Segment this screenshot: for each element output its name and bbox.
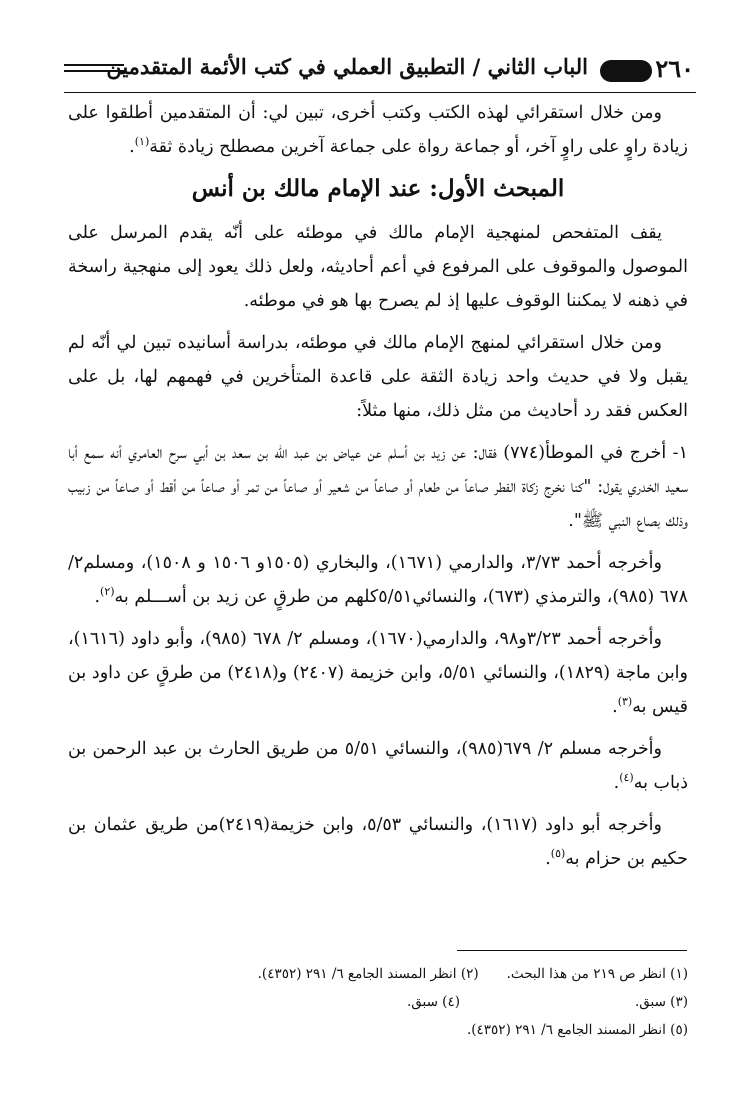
paragraph: ومن خلال استقرائي لمنهج الإمام مالك في موطئه، بدراسة أسانيده تبين لي أنّه لم يقبل ولا في حديث واحد زيادة الثقة على قاعدة المتأخرين في فهمهم لها، بل على العكس فقد رد أحاديث من مثل ذلك، منها مثلاً: <box>68 333 688 421</box>
footnote: (٥) انظر المسند الجامع ٦/ ٢٩١ (٤٣٥٢). <box>466 1022 688 1038</box>
footnote-ref: (٤) <box>619 771 634 785</box>
footnote-row <box>68 988 688 1016</box>
footnotes <box>68 960 688 1044</box>
chapter-title: الباب الثاني / التطبيق العملي في كتب الأئمة المتقدمين <box>106 54 588 79</box>
footnote-ref: (١) <box>134 135 150 149</box>
footnote-row <box>68 1016 688 1044</box>
section-heading: المبحث الأول: عند الإمام مالك بن أنس <box>191 175 565 202</box>
paragraph: وأخرجه أبو داود (١٦١٧)، والنسائي ٥/٥٣، وابن خزيمة(٢٤١٩)من طريق عثمان بن حكيم بن حزام به$^{(٥)}$. <box>68 815 688 869</box>
footnote-ref: (٣) <box>617 695 633 709</box>
paragraph: ١- أخرج في الموطأ(٧٧٤) فقال: عن زيد بن أسلم عن عياض بن عبد الله بن سعد بن أبي سرح العامري أنه سمع أبا سعيد الخدري يقول: "كنا نخرج زكاة الفطر صاعاً من طعام أو صاعاً من شعير أو صاعاً من تمر أو صاعاً من أقط أو صاعاً من زبيب وذلك بصاع النبي ﷺ". <box>68 443 688 531</box>
paragraph: ومن خلال استقرائي لهذه الكتب وكتب أخرى، تبين لي: أن المتقدمين أطلقوا على زيادة راوٍ على راوٍ آخر، أو جماعة رواة على جماعة آخرين مصطلح زيادة ثقة$^{(١)}$. <box>68 103 688 157</box>
header-rule <box>64 64 124 66</box>
footnote: (٢) انظر المسند الجامع ٦/ ٢٩١ (٤٣٥٢). <box>257 966 479 982</box>
footnote: (٤) سبق. <box>406 994 460 1010</box>
paragraph: وأخرجه أحمد ٣/٢٣و٩٨، والدارمي(١٦٧٠)، ومسلم ٢/ ٦٧٨ (٩٨٥)، وأبو داود (١٦١٦)، وابن ماجة (١٨٢٩)، والنسائي ٥/٥١، وابن خزيمة (٢٤٠٧) و(٢٤١٨) من طرقٍ عن داود بن قيس به$^{(٣)}$. <box>68 629 688 717</box>
paragraph: يقف المتفحص لمنهجية الإمام مالك في موطئه على أنّه يقدم المرسل على الموصول والموقوف على المرفوع في أعم أحاديثه، ولعل ذلك يعود إلى منهجية راسخة في ذهنه لا يمكننا الوقوف عليها إذ لم يصرح بها هو في موطئه. <box>68 223 688 311</box>
footnote: (٣) سبق. <box>634 994 688 1010</box>
page-body <box>68 96 688 884</box>
paragraph: وأخرجه أحمد ٣/٧٣، والدارمي (١٦٧١)، والبخاري (١٥٠٥و ١٥٠٦ و ١٥٠٨)، ومسلم٢/ ٦٧٨ (٩٨٥)، والترمذي (٦٧٣)، والنسائي٥/٥١كلهم من طرقٍ عن زيد بن أســـلم به$^{(٢)}$. <box>68 553 688 607</box>
header-ornament <box>600 60 652 82</box>
footnote: (١) انظر ص ٢١٩ من هذا البحث. <box>506 966 688 982</box>
footnote-ref: (٥) <box>550 847 566 861</box>
footnote-ref: (٢) <box>100 585 115 599</box>
header-rule <box>64 70 124 72</box>
footnote-separator <box>457 950 687 951</box>
page-number: ٢٦٠ <box>655 54 694 83</box>
footnote-row <box>68 960 688 988</box>
header-underline <box>64 92 696 93</box>
running-header <box>60 52 700 92</box>
paragraph: وأخرجه مسلم ٢/ ٦٧٩(٩٨٥)، والنسائي ٥/٥١ من طريق الحارث بن عبد الرحمن بن ذباب به$^{(٤)}$. <box>68 739 688 793</box>
